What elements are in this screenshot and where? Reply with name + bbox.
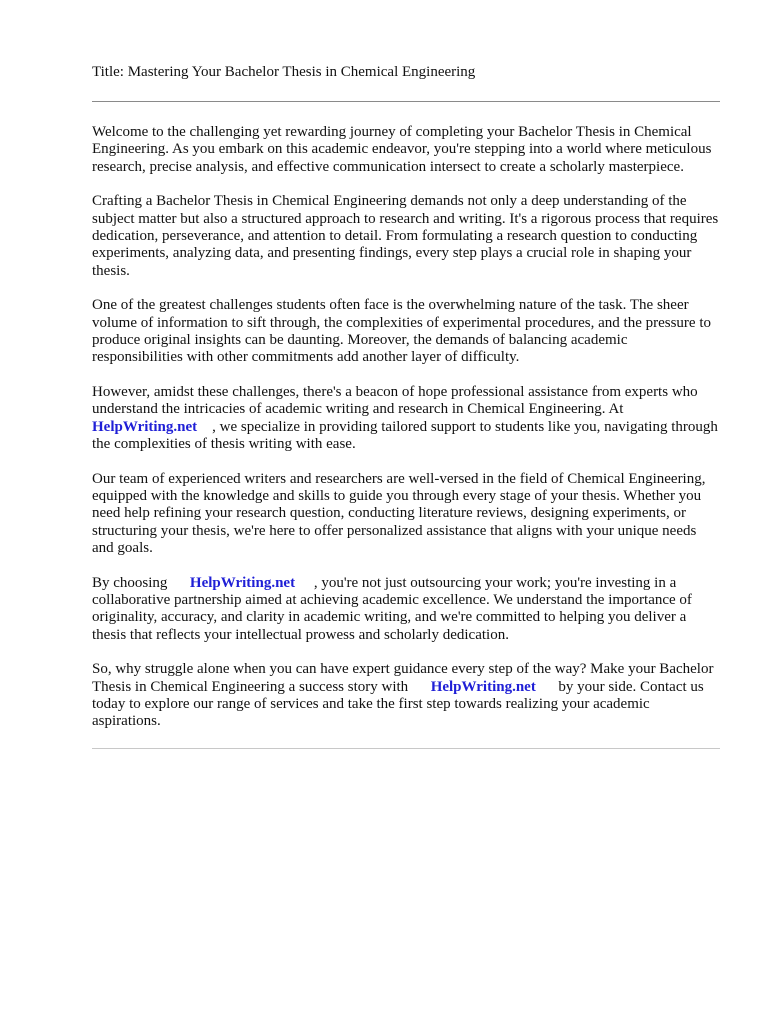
paragraph-welcome: Welcome to the challenging yet rewarding journey of completing your Bachelor Thesis in Chemical Engineering. As you embark on this academic endeavor, you're stepping into a world where meticulous research, precise analysis, and effective communication intersect to create a scholarly masterpiece. (92, 124, 712, 175)
paragraph-closing-text-end: by your side. Contact us today to explore our range of services and take the first step towards realizing your academic aspirations. (92, 678, 708, 730)
paragraph-assistance-text-end: , we specialize in providing tailored support to students like you, navigating through the complexities of thesis writing with ease. (92, 418, 722, 453)
helpwriting-link[interactable]: HelpWriting.net (430, 678, 536, 695)
paragraph-closing-text-start: So, why struggle alone when you can have expert guidance every step of the way? Make your Bachelor Thesis in Chemical Engineering a success story with (92, 661, 717, 695)
document-body (92, 124, 720, 731)
paragraph-crafting: Crafting a Bachelor Thesis in Chemical Engineering demands not only a deep understanding of the subject matter but also a structured approach to research and writing. It's a rigorous process that requires dedication, perseverance, and attention to detail. From formulating a research question to conducting experiments, analyzing data, and presenting findings, every step plays a crucial role in shaping your thesis. (92, 193, 719, 279)
paragraph-closing (92, 661, 720, 731)
paragraph-choosing-text-end: , you're not just outsourcing your work; you're investing in a collaborative partnership aimed at achieving academic excellence. We understand the importance of originality, accuracy, and clarity in academic writing, and we're committed to helping you deliver a thesis that reflects your intellectual prowess and scholarly dedication. (92, 574, 696, 643)
title-divider (92, 101, 720, 102)
paragraph-team: Our team of experienced writers and researchers are well-versed in the field of Chemical Engineering, equipped with the knowledge and skills to guide you through every stage of your thesis. Whether you need help refining your research question, conducting literature reviews, designing experiments, or structuring your thesis, we're here to offer personalized assistance that aligns with your unique needs and goals. (92, 470, 706, 557)
paragraph-challenges: One of the greatest challenges students often face is the overwhelming nature of the task. The sheer volume of information to sift through, the complexities of experimental procedures, and the pressure to produce original insights can be daunting. Moreover, the demands of balancing academic responsibilities with other commitments add another layer of difficulty. (92, 297, 711, 366)
paragraph-assistance (92, 384, 720, 454)
footer-divider (92, 748, 720, 749)
document-title: Title: Mastering Your Bachelor Thesis in Chemical Engineering (92, 64, 476, 80)
helpwriting-link[interactable]: HelpWriting.net (92, 418, 198, 435)
helpwriting-link[interactable]: HelpWriting.net (189, 574, 296, 591)
paragraph-choosing-text-start: By choosing (92, 574, 190, 591)
paragraph-choosing (92, 575, 720, 645)
paragraph-assistance-text-start: However, amidst these challenges, there's a beacon of hope professional assistance from experts who understand the intricacies of academic writing and research in Chemical Engineering. At (92, 383, 698, 418)
